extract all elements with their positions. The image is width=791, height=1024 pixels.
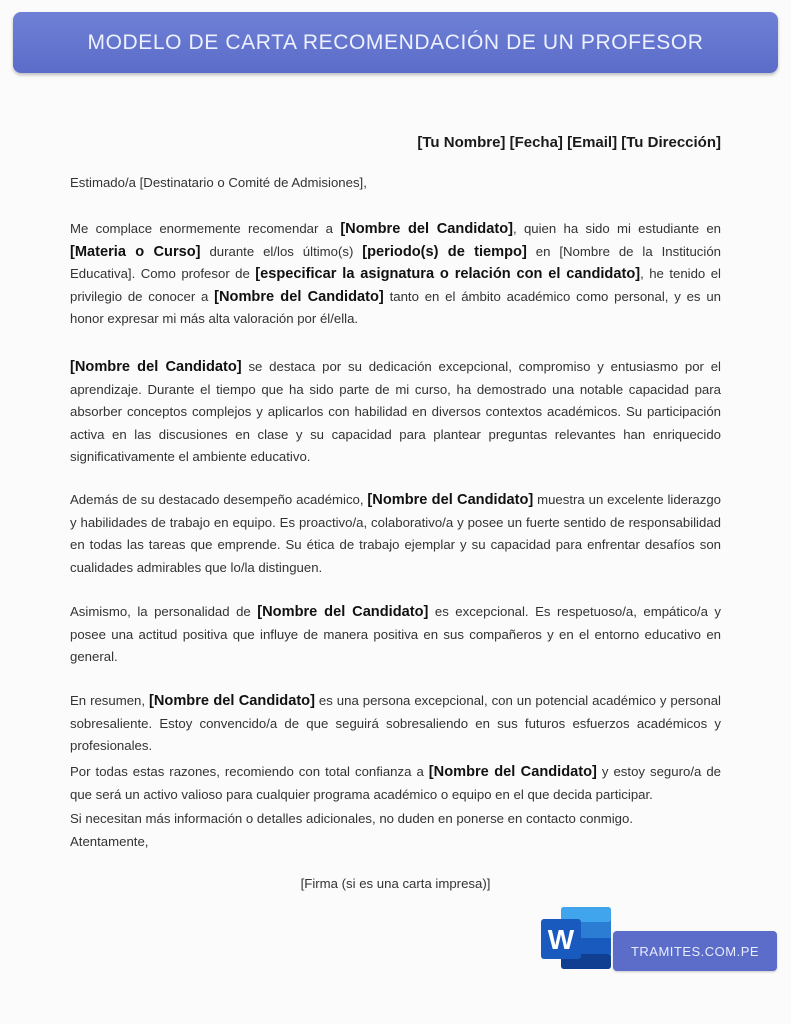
placeholder-candidate: [Nombre del Candidato] [149,693,315,709]
text: , quien ha sido mi estudiante en [512,221,721,236]
placeholder-subject: [Materia o Curso] [70,243,201,260]
paragraph-2 [70,356,721,469]
text: se destaca por su dedicación excepcional, compromiso y entusiasmo por el aprendizaje. Durante el tiempo que ha sido parte de mi curso, ha demostrado una notable capacidad para absorber conceptos complejos y aplicarlos con habilidad en diversos contextos académicos. Su participación activa en las discusiones en clase y su capacidad para plantear preguntas relevantes han enriquecido significativamente el ambiente educativo. [70,359,721,464]
paragraph-5 [70,690,721,758]
placeholder-relationship: [especificar la asignatura o relación con el candidato] [255,266,641,282]
text: es excepcional. Es respetuoso/a, empático/a y posee una actitud positiva que influye de manera positiva en sus compañeros y en el entorno educativo en general. [70,604,722,664]
text: Me complace enormemente recomendar a [70,221,341,236]
text: durante el/los último(s) [200,243,363,259]
placeholder-candidate: [Nombre del Candidato] [367,492,534,508]
title-banner [13,12,778,73]
text: Por todas estas razones, recomiendo con total confianza a [70,764,429,779]
placeholder-candidate: [Nombre del Candidato] [214,288,384,305]
placeholder-candidate: [Nombre del Candidato] [340,221,513,237]
placeholder-candidate: [Nombre del Candidato] [70,359,242,375]
text: , he tenido el privilegio de conocer a [70,266,721,304]
text: muestra un excelente liderazgo y habilidades de trabajo en equipo. Es proactivo/a, colaborativo/a y posee un fuerte sentido de responsabilidad en todas las tareas que emprende. Su ética de trabajo ejemplar y su capacidad para enfrentar desafíos son cualidades admirables que lo/la distinguen. [70,492,721,575]
text: y estoy seguro/a de que será un activo valioso para cualquier programa académico o equipo en el que decida participar. [70,764,721,802]
paragraph-6 [70,761,721,806]
text: Además de su destacado desempeño académico, [70,492,368,507]
paragraph-1 [70,218,721,331]
closing: Atentamente, [70,834,149,849]
greeting-prefix: Estimado/a [70,175,140,190]
signature-line: [Firma (si es una carta impresa)] [300,876,491,891]
text: es una persona excepcional, con un potencial académico y personal sobresaliente. Estoy convencido/a de que seguirá sobresaliendo en sus futuros esfuerzos académicos y profesionales. [70,693,721,753]
placeholder-candidate: [Nombre del Candidato] [428,764,597,780]
paragraph-3 [70,489,721,579]
paragraph-4 [70,601,721,669]
word-icon [541,905,613,971]
page-title: MODELO DE CARTA RECOMENDACIÓN DE UN PROFESOR [87,30,704,54]
word-icon-letter: W [547,924,575,955]
brand-badge [613,931,777,971]
text: tanto en el ámbito académico como personal, y es un honor expresar mi más alta valoración por él/ella. [70,288,721,326]
text: En resumen, [70,693,149,708]
text: en [Nombre de la Institución Educativa]. Como profesor de [70,243,721,281]
sender-header: [Tu Nombre] [Fecha] [Email] [Tu Dirección] [417,134,721,151]
brand-label: TRAMITES.COM.PE [630,943,760,959]
placeholder-period: [periodo(s) de tiempo] [362,243,527,260]
greeting-recipient: [Destinatario o Comité de Admisiones], [139,175,367,190]
greeting [70,172,721,195]
placeholder-candidate: [Nombre del Candidato] [257,604,429,620]
text: Asimismo, la personalidad de [70,604,258,619]
paragraph-7: Si necesitan más información o detalles adicionales, no duden en ponerse en contacto conmigo. [70,811,634,826]
